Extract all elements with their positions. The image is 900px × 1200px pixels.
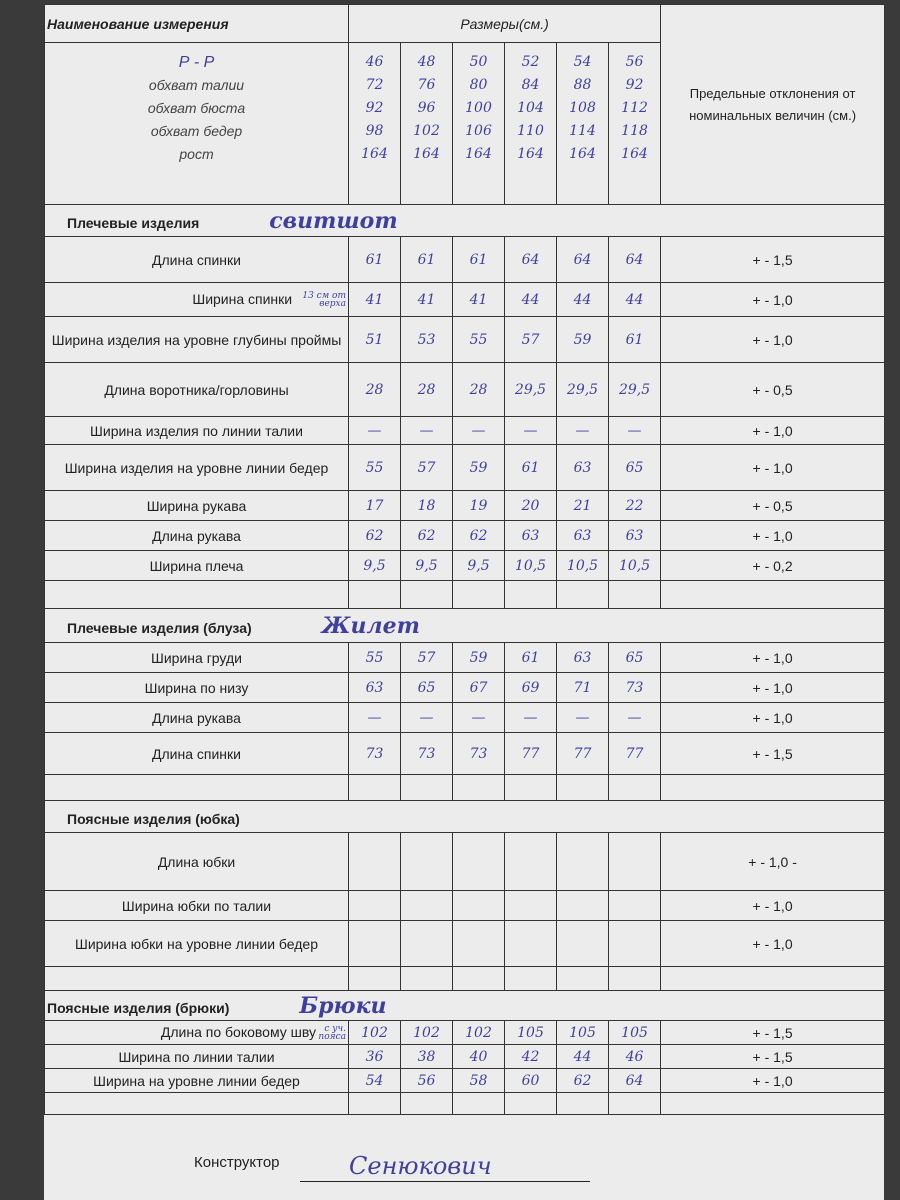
size-value: 164 [517,146,544,162]
size-value: 164 [361,146,388,162]
size-value: 52 [521,54,540,70]
section-header-row [45,609,885,643]
cell-value: 41 [349,283,401,317]
cell-value: 65 [609,445,661,491]
cell-value: 44 [557,1045,609,1069]
empty-row [45,1093,885,1115]
tolerance-value: + - 0,5 [661,363,885,417]
cell-value: — [505,703,557,733]
tolerance-value: + - 0,5 [661,491,885,521]
table-row [45,491,885,521]
cell-value [609,891,661,921]
size-column [557,43,609,205]
cell-value: 9,5 [349,551,401,581]
cell-value: 105 [505,1021,557,1045]
cell-value: 73 [453,733,505,775]
cell-value [609,833,661,891]
cell-value: 46 [609,1045,661,1069]
section-header-row [45,205,885,237]
cell-value: 64 [505,237,557,283]
cell-value: 10,5 [609,551,661,581]
cell-value: 63 [505,521,557,551]
section-handwritten-note: свитшот [269,207,398,234]
cell-value: 102 [401,1021,453,1045]
cell-value [401,833,453,891]
cell-value: — [609,417,661,445]
cell-value: 59 [557,317,609,363]
section-title-text: Плечевые изделия [67,214,200,231]
row-label [45,1021,349,1045]
cell-value: 61 [349,237,401,283]
cell-value: 40 [453,1045,505,1069]
section-title [45,205,885,237]
measurement-label: рост [179,146,214,162]
size-value: 72 [365,77,384,93]
section-handwritten-note: Жилет [321,612,420,639]
cell-value: 9,5 [401,551,453,581]
table-row [45,703,885,733]
cell-value: 54 [349,1069,401,1093]
row-label: Ширина на уровне линии бедер [45,1069,349,1093]
cell-value: — [349,417,401,445]
cell-value [609,921,661,967]
table-row [45,921,885,967]
size-value: 108 [569,100,596,116]
tolerance-value: + - 1,0 [661,673,885,703]
cell-value: — [557,417,609,445]
measurement-label: обхват талии [148,77,245,93]
size-column [453,43,505,205]
size-value: 164 [621,146,648,162]
cell-value: 71 [557,673,609,703]
section-header-row [45,801,885,833]
size-value: 98 [365,123,384,139]
cell-value: 57 [505,317,557,363]
tolerance-value: + - 1,0 [661,703,885,733]
table-row [45,1045,885,1069]
cell-value: 41 [401,283,453,317]
cell-value: 64 [609,237,661,283]
cell-value: 29,5 [557,363,609,417]
cell-value [557,921,609,967]
cell-value: — [557,703,609,733]
measurement-label: обхват бюста [147,100,246,116]
cell-value: 63 [349,673,401,703]
cell-value: 61 [453,237,505,283]
size-value: 76 [417,77,436,93]
tolerance-value: + - 1,5 [661,733,885,775]
row-label: Ширина изделия на уровне глубины проймы [45,317,349,363]
table-row [45,417,885,445]
row-label: Ширина изделия на уровне линии бедер [45,445,349,491]
cell-value [349,891,401,921]
cell-value: 10,5 [557,551,609,581]
section-header-row [45,991,885,1021]
tolerance-value: + - 1,0 [661,1069,885,1093]
tolerance-value: + - 1,0 [661,891,885,921]
cell-value: 44 [557,283,609,317]
row-label: Ширина юбки на уровне линии бедер [45,921,349,967]
cell-value: 77 [609,733,661,775]
row-label: Ширина по низу [45,673,349,703]
constructor-label: Конструктор [194,1154,280,1171]
table-row [45,833,885,891]
cell-value [453,833,505,891]
row-label: Ширина рукава [45,491,349,521]
cell-value: 63 [557,643,609,673]
body-measurement-labels [45,43,349,205]
size-column [505,43,557,205]
table-row [45,673,885,703]
cell-value: 60 [505,1069,557,1093]
table-row [45,445,885,491]
table-row [45,521,885,551]
row-handwritten-note: с уч. пояса [318,1024,346,1043]
section-title-text: Плечевые изделия (блуза) [67,619,252,636]
cell-value: 63 [609,521,661,551]
cell-value: 61 [505,445,557,491]
section-handwritten-note: Брюки [299,992,387,1019]
cell-value: 22 [609,491,661,521]
cell-value: 69 [505,673,557,703]
cell-value: 63 [557,445,609,491]
empty-row [45,775,885,801]
tolerance-value: + - 1,0 [661,417,885,445]
size-value: 118 [621,123,648,139]
tolerance-value: + - 1,5 [661,1021,885,1045]
cell-value: 67 [453,673,505,703]
cell-value: — [453,703,505,733]
cell-value: 61 [401,237,453,283]
cell-value: 105 [609,1021,661,1045]
table-row [45,733,885,775]
cell-value: 61 [505,643,557,673]
size-value: 80 [469,77,488,93]
section-title [45,991,885,1021]
size-value: 92 [365,100,384,116]
cell-value: 73 [401,733,453,775]
cell-value [401,921,453,967]
cell-value: 55 [453,317,505,363]
empty-row [45,581,885,609]
row-label: Длина рукава [45,703,349,733]
sizes-header: Размеры(см.) [349,5,661,43]
cell-value: 38 [401,1045,453,1069]
cell-value: 77 [505,733,557,775]
tolerance-value: + - 1,0 [661,317,885,363]
cell-value: — [453,417,505,445]
tolerance-value: + - 1,0 - [661,833,885,891]
cell-value: 28 [349,363,401,417]
size-value: 56 [625,54,644,70]
cell-value: — [609,703,661,733]
name-column-header: Наименование измерения [45,5,349,43]
cell-value: 102 [453,1021,505,1045]
size-value: 164 [569,146,596,162]
cell-value: — [401,417,453,445]
size-column [349,43,401,205]
cell-value: 17 [349,491,401,521]
cell-value [453,891,505,921]
cell-value: 44 [609,283,661,317]
table-row [45,551,885,581]
cell-value: — [401,703,453,733]
row-label: Длина воротника/горловины [45,363,349,417]
size-value: 112 [621,100,648,116]
size-column [609,43,661,205]
cell-value [453,921,505,967]
row-label: Ширина изделия по линии талии [45,417,349,445]
cell-value: 105 [557,1021,609,1045]
empty-row [45,967,885,991]
cell-value: 62 [401,521,453,551]
measurement-sheet [44,4,884,1200]
cell-value: 77 [557,733,609,775]
cell-value: 62 [349,521,401,551]
cell-value: 18 [401,491,453,521]
cell-value [505,891,557,921]
cell-value: 58 [453,1069,505,1093]
row-label: Длина спинки [45,237,349,283]
cell-value: 62 [453,521,505,551]
row-label: Длина спинки [45,733,349,775]
tolerance-value: + - 1,0 [661,921,885,967]
cell-value: 55 [349,643,401,673]
size-value: 48 [417,54,436,70]
cell-value [557,891,609,921]
size-column [401,43,453,205]
cell-value: 102 [349,1021,401,1045]
cell-value: 28 [401,363,453,417]
table-row [45,643,885,673]
cell-value: 20 [505,491,557,521]
row-label: Ширина по линии талии [45,1045,349,1069]
row-label: Длина юбки [45,833,349,891]
row-label-text: Длина по боковому шву [160,1023,316,1040]
section-title-text: Поясные изделия (юбка) [67,810,240,827]
cell-value: 59 [453,445,505,491]
cell-value [401,891,453,921]
cell-value: — [505,417,557,445]
table-row [45,283,885,317]
cell-value: 44 [505,283,557,317]
cell-value: 42 [505,1045,557,1069]
cell-value: 19 [453,491,505,521]
table-row [45,1069,885,1093]
measurement-label: обхват бедер [150,123,243,139]
tolerance-value: + - 1,0 [661,643,885,673]
cell-value: 57 [401,643,453,673]
cell-value: 59 [453,643,505,673]
signature-block [194,1154,694,1194]
size-value: 96 [417,100,436,116]
cell-value: 21 [557,491,609,521]
section-title [45,609,885,643]
cell-value: 64 [557,237,609,283]
cell-value: 56 [401,1069,453,1093]
cell-value [505,921,557,967]
cell-value: 73 [609,673,661,703]
cell-value: 64 [609,1069,661,1093]
size-value: 88 [573,77,592,93]
cell-value: 41 [453,283,505,317]
table-row [45,363,885,417]
table-row [45,317,885,363]
size-value: 114 [569,123,596,139]
table-row [45,891,885,921]
tolerance-value: + - 1,5 [661,237,885,283]
table-row [45,237,885,283]
size-value: 164 [413,146,440,162]
cell-value: 10,5 [505,551,557,581]
cell-value [349,921,401,967]
row-label: Длина рукава [45,521,349,551]
tolerance-value: + - 0,2 [661,551,885,581]
header-row [45,5,885,43]
cell-value [349,833,401,891]
section-title [45,801,885,833]
row-label [45,283,349,317]
cell-value: 65 [401,673,453,703]
cell-value: 29,5 [505,363,557,417]
cell-value [557,833,609,891]
size-value: 102 [413,123,440,139]
signature-line [300,1181,590,1182]
cell-value: 55 [349,445,401,491]
size-value: 46 [365,54,384,70]
size-value: 104 [517,100,544,116]
cell-value: 51 [349,317,401,363]
cell-value: — [349,703,401,733]
cell-value: 57 [401,445,453,491]
row-label: Ширина плеча [45,551,349,581]
cell-value: 65 [609,643,661,673]
cell-value: 29,5 [609,363,661,417]
table-row [45,1021,885,1045]
tolerance-value: + - 1,0 [661,521,885,551]
row-label: Ширина груди [45,643,349,673]
size-value: 50 [469,54,488,70]
size-value: 54 [573,54,592,70]
tolerance-value: + - 1,0 [661,445,885,491]
size-value: 106 [465,123,492,139]
size-value: 110 [517,123,544,139]
cell-value: 28 [453,363,505,417]
tolerance-value: + - 1,5 [661,1045,885,1069]
constructor-signature: Сенюкович [349,1152,492,1180]
cell-value: 61 [609,317,661,363]
row-label-text: Ширина спинки [192,290,293,307]
size-value: 92 [625,77,644,93]
tolerance-header: Предельные отклонения от номинальных величин (см.) [661,5,885,205]
row-handwritten-note: 13 см от верха [302,291,346,310]
measurement-label: Р - Р [178,54,215,71]
cell-value [505,833,557,891]
section-title-text: Поясные изделия (брюки) [47,999,230,1016]
cell-value: 62 [557,1069,609,1093]
size-value: 164 [465,146,492,162]
cell-value: 63 [557,521,609,551]
cell-value: 36 [349,1045,401,1069]
size-value: 100 [465,100,492,116]
row-label: Ширина юбки по талии [45,891,349,921]
cell-value: 73 [349,733,401,775]
cell-value: 53 [401,317,453,363]
size-value: 84 [521,77,540,93]
size-table [44,4,885,1115]
cell-value: 9,5 [453,551,505,581]
tolerance-value: + - 1,0 [661,283,885,317]
